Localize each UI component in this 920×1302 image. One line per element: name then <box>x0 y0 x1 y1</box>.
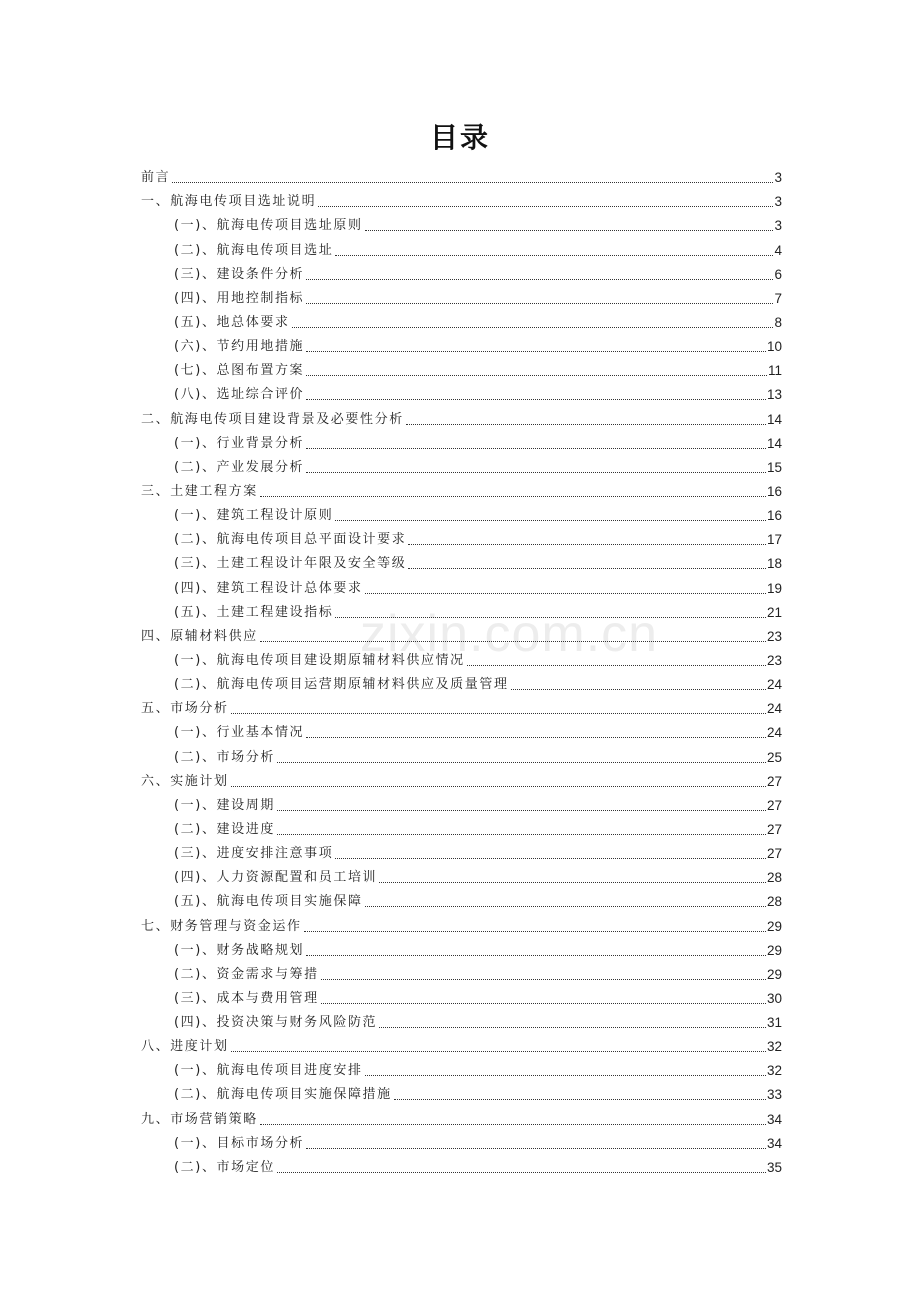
toc-dot-leader <box>406 424 766 425</box>
toc-entry[interactable] <box>141 862 782 886</box>
toc-entry-page: 7 <box>774 290 782 306</box>
toc-entry-page: 25 <box>766 749 782 765</box>
toc-entry-title: (一)、航海电传项目选址原则 <box>174 218 363 234</box>
toc-entry-title: 九、市场营销策略 <box>141 1111 258 1127</box>
toc-entry-page: 34 <box>766 1111 782 1127</box>
toc-entry-title: (一)、目标市场分析 <box>174 1135 305 1151</box>
toc-entry-title: (二)、航海电传项目运营期原辅材料供应及质量管理 <box>174 677 509 693</box>
toc-entry-title: (三)、成本与费用管理 <box>174 990 319 1006</box>
toc-entry[interactable] <box>141 428 782 452</box>
toc-entry-page: 10 <box>766 339 782 355</box>
toc-dot-leader <box>292 327 774 328</box>
toc-entry-page: 18 <box>766 556 782 572</box>
toc-dot-leader <box>335 520 766 521</box>
toc-entry-title: (三)、进度安排注意事项 <box>174 846 334 862</box>
toc-entry-page: 35 <box>766 1159 782 1175</box>
toc-entry[interactable] <box>141 331 782 355</box>
toc-entry[interactable] <box>141 1152 782 1176</box>
toc-title: 目录 <box>429 121 490 154</box>
toc-dot-leader <box>277 810 766 811</box>
toc-entry-page: 21 <box>766 604 782 620</box>
toc-entry-page: 28 <box>766 870 782 886</box>
toc-entry[interactable] <box>141 259 782 283</box>
toc-dot-leader <box>408 544 766 545</box>
toc-dot-leader <box>306 472 766 473</box>
toc-entry-title: (四)、用地控制指标 <box>174 290 305 306</box>
toc-dot-leader <box>277 1172 766 1173</box>
toc-entry[interactable] <box>141 935 782 959</box>
toc-dot-leader <box>277 762 766 763</box>
toc-entry[interactable] <box>141 910 782 934</box>
toc-entry[interactable] <box>141 766 782 790</box>
toc-entry-title: (五)、航海电传项目实施保障 <box>174 894 363 910</box>
toc-dot-leader <box>260 1124 766 1125</box>
toc-entry-title: (一)、行业基本情况 <box>174 725 305 741</box>
toc-dot-leader <box>365 1075 766 1076</box>
toc-entry-title: (四)、建筑工程设计总体要求 <box>174 580 363 596</box>
toc-dot-leader <box>231 713 766 714</box>
toc-dot-leader <box>172 182 773 183</box>
toc-entry[interactable] <box>141 572 782 596</box>
toc-entry-title: 前言 <box>141 170 171 186</box>
toc-entry-page: 15 <box>766 459 782 475</box>
toc-entry-page: 24 <box>766 677 782 693</box>
toc-entry[interactable] <box>141 1007 782 1031</box>
toc-entry-title: (二)、航海电传项目总平面设计要求 <box>174 532 407 548</box>
toc-entry-page: 33 <box>766 1087 782 1103</box>
toc-entry-title: (一)、建筑工程设计原则 <box>174 508 334 524</box>
toc-entry-title: (二)、市场定位 <box>174 1159 275 1175</box>
toc-entry-page: 27 <box>766 821 782 837</box>
toc-dot-leader <box>304 931 766 932</box>
toc-entry-page: 24 <box>766 725 782 741</box>
toc-entry[interactable] <box>141 838 782 862</box>
toc-entry[interactable] <box>141 814 782 838</box>
toc-entry-page: 30 <box>766 990 782 1006</box>
toc-entry[interactable] <box>141 669 782 693</box>
toc-entry[interactable] <box>141 1128 782 1152</box>
toc-entry-title: (六)、节约用地措施 <box>174 339 305 355</box>
toc-entry-title: 一、航海电传项目选址说明 <box>141 194 317 210</box>
toc-entry-title: (一)、建设周期 <box>174 797 275 813</box>
toc-entry-page: 13 <box>766 387 782 403</box>
toc-entry[interactable] <box>141 790 782 814</box>
toc-entry-page: 16 <box>766 508 782 524</box>
toc-entry-page: 32 <box>766 1063 782 1079</box>
toc-entry-page: 3 <box>774 170 782 186</box>
toc-entry[interactable] <box>141 355 782 379</box>
toc-entry[interactable] <box>141 1103 782 1127</box>
toc-dot-leader <box>335 617 766 618</box>
toc-dot-leader <box>365 906 766 907</box>
toc-dot-leader <box>321 1003 766 1004</box>
toc-dot-leader <box>335 858 766 859</box>
toc-dot-leader <box>306 351 766 352</box>
toc-entry-page: 29 <box>766 918 782 934</box>
toc-entry-title: 四、原辅材料供应 <box>141 628 258 644</box>
toc-entry-title: (一)、行业背景分析 <box>174 435 305 451</box>
toc-entry[interactable] <box>141 741 782 765</box>
toc-entry-title: (二)、航海电传项目选址 <box>174 242 334 258</box>
toc-dot-leader <box>335 255 773 256</box>
toc-entry[interactable] <box>141 1031 782 1055</box>
toc-entry-title: (二)、建设进度 <box>174 821 275 837</box>
toc-entry-title: 八、进度计划 <box>141 1039 229 1055</box>
toc-entry-title: (二)、航海电传项目实施保障措施 <box>174 1087 392 1103</box>
toc-entry[interactable] <box>141 452 782 476</box>
toc-entry-title: 六、实施计划 <box>141 773 229 789</box>
watermark: zixin.com.cn <box>360 605 659 663</box>
toc-entry[interactable] <box>141 476 782 500</box>
toc-entry-page: 23 <box>766 628 782 644</box>
toc-entry-title: (七)、总图布置方案 <box>174 363 305 379</box>
toc-entry-page: 27 <box>766 773 782 789</box>
toc-entry-title: (一)、航海电传项目建设期原辅材料供应情况 <box>174 652 465 668</box>
toc-entry-title: 三、土建工程方案 <box>141 483 258 499</box>
toc-dot-leader <box>306 303 773 304</box>
toc-dot-leader <box>379 882 766 883</box>
toc-dot-leader <box>306 1148 766 1149</box>
toc-entry-page: 27 <box>766 846 782 862</box>
toc-entry[interactable] <box>141 645 782 669</box>
toc-entry-page: 16 <box>766 483 782 499</box>
toc-entry[interactable] <box>141 524 782 548</box>
toc-dot-leader <box>306 375 767 376</box>
toc-entry-page: 29 <box>766 942 782 958</box>
toc-entry-page: 6 <box>774 266 782 282</box>
table-of-contents <box>141 162 782 1176</box>
toc-entry-title: 二、航海电传项目建设背景及必要性分析 <box>141 411 404 427</box>
toc-entry-page: 27 <box>766 797 782 813</box>
toc-dot-leader <box>318 206 773 207</box>
toc-dot-leader <box>277 834 766 835</box>
toc-dot-leader <box>306 399 766 400</box>
toc-entry[interactable] <box>141 1079 782 1103</box>
toc-entry[interactable] <box>141 717 782 741</box>
toc-dot-leader <box>379 1027 766 1028</box>
toc-entry[interactable] <box>141 1055 782 1079</box>
toc-dot-leader <box>306 448 766 449</box>
toc-entry[interactable] <box>141 983 782 1007</box>
toc-entry-page: 29 <box>766 966 782 982</box>
toc-entry[interactable] <box>141 693 782 717</box>
toc-entry-title: (四)、人力资源配置和员工培训 <box>174 870 378 886</box>
toc-entry-page: 23 <box>766 652 782 668</box>
toc-entry[interactable] <box>141 886 782 910</box>
toc-entry-page: 24 <box>766 701 782 717</box>
toc-entry[interactable] <box>141 234 782 258</box>
toc-entry-title: (五)、地总体要求 <box>174 314 290 330</box>
toc-dot-leader <box>365 230 774 231</box>
toc-entry-page: 19 <box>766 580 782 596</box>
toc-entry-page: 32 <box>766 1039 782 1055</box>
toc-entry-title: (一)、财务战略规划 <box>174 942 305 958</box>
toc-dot-leader <box>408 568 766 569</box>
toc-dot-leader <box>511 689 766 690</box>
toc-entry-title: (四)、投资决策与财务风险防范 <box>174 1015 378 1031</box>
toc-dot-leader <box>321 979 766 980</box>
toc-entry[interactable] <box>141 548 782 572</box>
toc-entry-page: 14 <box>766 435 782 451</box>
toc-entry-page: 28 <box>766 894 782 910</box>
toc-entry[interactable] <box>141 597 782 621</box>
toc-entry-page: 34 <box>766 1135 782 1151</box>
toc-entry-title: (三)、土建工程设计年限及安全等级 <box>174 556 407 572</box>
toc-dot-leader <box>231 786 766 787</box>
toc-entry-title: (八)、选址综合评价 <box>174 387 305 403</box>
toc-entry-title: (二)、市场分析 <box>174 749 275 765</box>
toc-entry-page: 14 <box>766 411 782 427</box>
toc-entry-title: (三)、建设条件分析 <box>174 266 305 282</box>
toc-entry[interactable] <box>141 403 782 427</box>
toc-dot-leader <box>260 641 766 642</box>
toc-entry-page: 4 <box>774 242 782 258</box>
toc-dot-leader <box>260 496 766 497</box>
toc-dot-leader <box>394 1099 766 1100</box>
toc-dot-leader <box>306 737 766 738</box>
toc-dot-leader <box>365 593 766 594</box>
toc-entry[interactable] <box>141 162 782 186</box>
toc-dot-leader <box>306 279 773 280</box>
toc-entry[interactable] <box>141 379 782 403</box>
toc-entry-page: 3 <box>774 218 782 234</box>
toc-entry[interactable] <box>141 307 782 331</box>
toc-entry-title: 五、市场分析 <box>141 701 229 717</box>
toc-dot-leader <box>467 665 766 666</box>
toc-entry-title: (二)、资金需求与筹措 <box>174 966 319 982</box>
toc-entry[interactable] <box>141 283 782 307</box>
toc-entry-page: 8 <box>774 314 782 330</box>
toc-entry[interactable] <box>141 959 782 983</box>
toc-entry-title: (二)、产业发展分析 <box>174 459 305 475</box>
toc-entry-title: (一)、航海电传项目进度安排 <box>174 1063 363 1079</box>
toc-entry-page: 17 <box>766 532 782 548</box>
toc-dot-leader <box>306 955 766 956</box>
toc-dot-leader <box>231 1051 766 1052</box>
toc-entry-page: 31 <box>766 1015 782 1031</box>
toc-entry-page: 3 <box>774 194 782 210</box>
toc-entry-page: 11 <box>767 363 782 379</box>
toc-entry[interactable] <box>141 210 782 234</box>
toc-entry-title: (五)、土建工程建设指标 <box>174 604 334 620</box>
toc-entry[interactable] <box>141 186 782 210</box>
toc-entry[interactable] <box>141 621 782 645</box>
toc-entry[interactable] <box>141 500 782 524</box>
toc-entry-title: 七、财务管理与资金运作 <box>141 918 302 934</box>
